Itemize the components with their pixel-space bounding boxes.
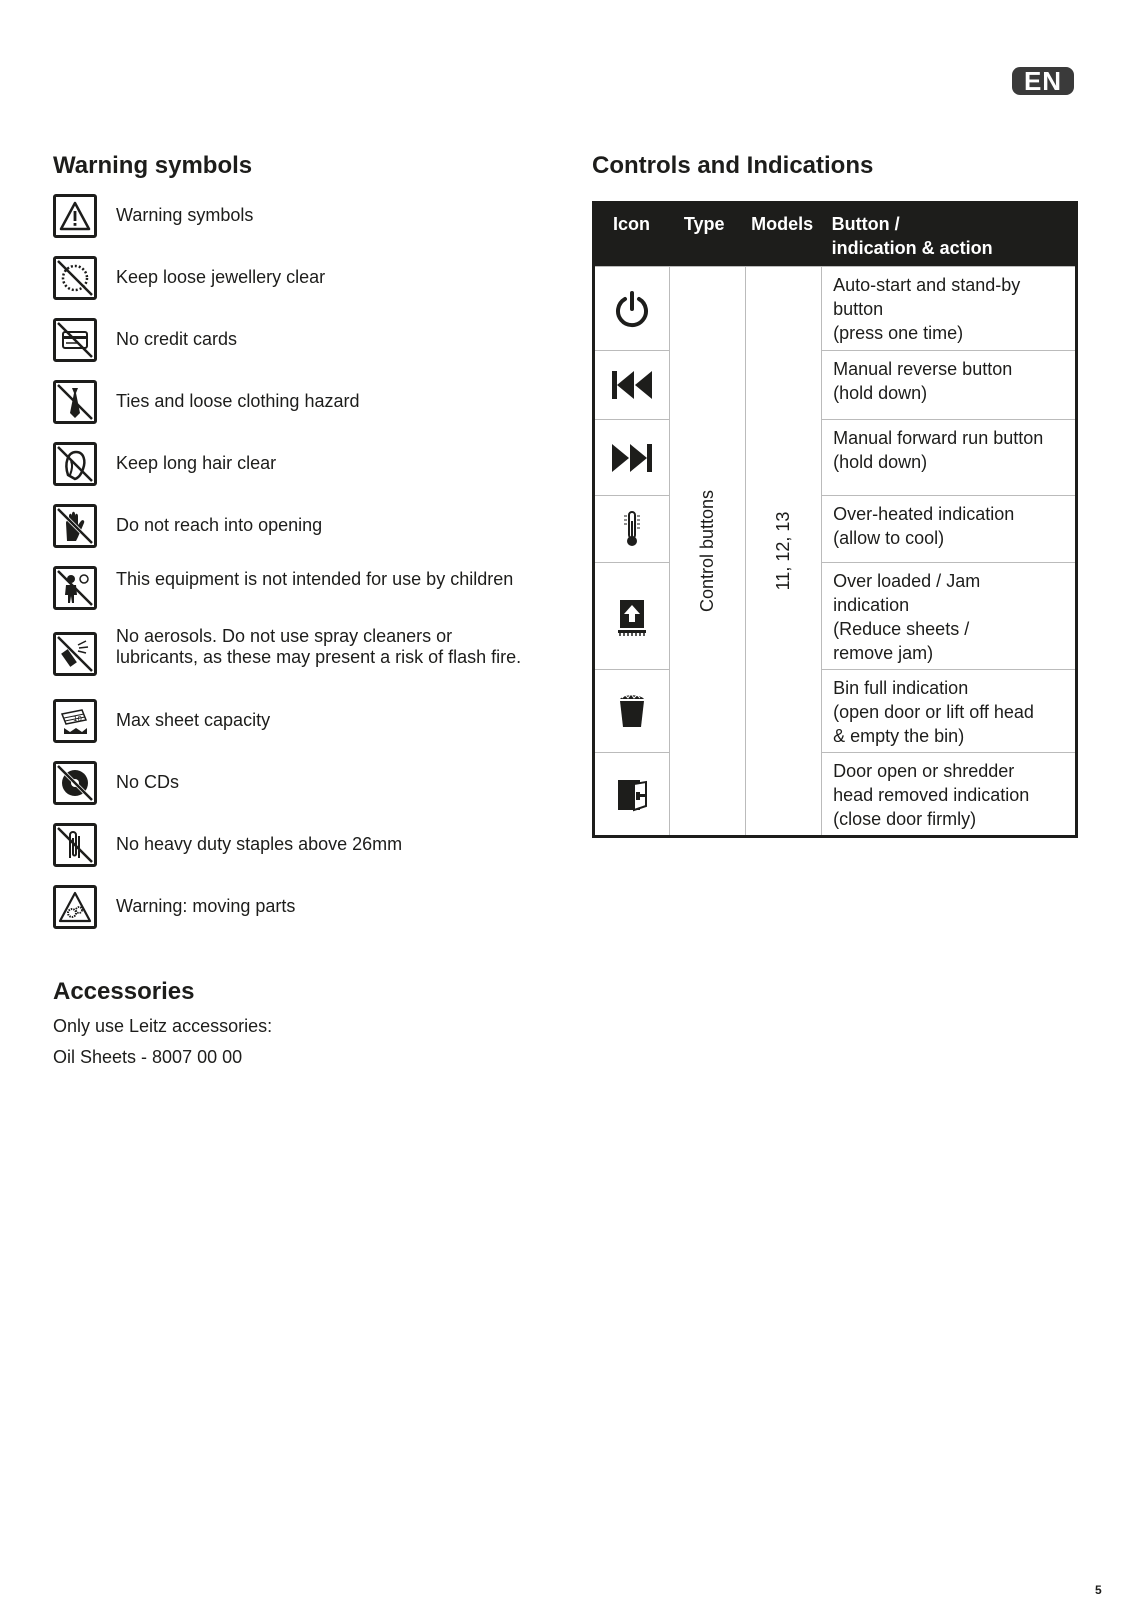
desc-line: indication — [833, 595, 910, 615]
table-row — [594, 420, 1077, 496]
controls-heading: Controls and Indications — [592, 152, 874, 179]
no-staples-icon — [53, 823, 97, 867]
desc-line: Manual forward run button — [833, 428, 1044, 448]
accessories-note: Only use Leitz accessories: — [53, 1016, 273, 1036]
row-description — [822, 351, 1077, 420]
warning-item-label: Warning: moving parts — [116, 896, 296, 916]
desc-line: Over loaded / Jam — [833, 571, 981, 591]
page-number: 5 — [1095, 1583, 1102, 1597]
table-row — [594, 267, 1077, 351]
desc-line: head removed indication — [833, 785, 1030, 805]
desc-line: Auto-start and stand-by — [833, 275, 1021, 295]
table-row — [594, 753, 1077, 837]
table-row — [594, 351, 1077, 420]
warning-item-label: Warning symbols — [116, 205, 254, 225]
warning-item-label: Max sheet capacity — [116, 710, 271, 730]
table-row — [594, 563, 1077, 670]
header-button-line1: Button / — [831, 214, 900, 234]
no-hand-icon — [53, 504, 97, 548]
warning-item-label: Keep loose jewellery clear — [116, 267, 326, 287]
desc-line: & empty the bin) — [833, 726, 965, 746]
door-open-icon — [594, 753, 670, 837]
desc-line: (Reduce sheets / — [833, 619, 970, 639]
table-row — [594, 670, 1077, 753]
controls-table-header — [594, 203, 1077, 267]
desc-line: (hold down) — [833, 383, 928, 403]
desc-line: button — [833, 299, 884, 319]
warning-item-label: No heavy duty staples above 26mm — [116, 834, 403, 854]
warning-item-label: Ties and loose clothing hazard — [116, 391, 360, 411]
row-description — [822, 670, 1077, 753]
row-description — [822, 267, 1077, 351]
row-description — [822, 753, 1077, 837]
warning-item-label: Keep long hair clear — [116, 453, 277, 473]
no-aerosols-icon — [53, 632, 97, 676]
no-ties-icon — [53, 380, 97, 424]
forward-icon — [594, 420, 670, 496]
warning-item-label: Do not reach into opening — [116, 515, 323, 535]
desc-line: (press one time) — [833, 323, 964, 343]
warning-item-label: No credit cards — [116, 329, 238, 349]
header-type: Type — [670, 203, 745, 267]
no-credit-cards-icon — [53, 318, 97, 362]
reverse-icon — [594, 351, 670, 420]
warning-item-label: This equipment is not intended for use by children — [116, 569, 514, 589]
header-button-line2: indication & action — [831, 238, 993, 258]
row-description — [822, 496, 1077, 563]
desc-line: Over-heated indication — [833, 504, 1015, 524]
type-cell — [670, 267, 745, 837]
models-value: 11, 12, 13 — [773, 511, 794, 591]
desc-line: (allow to cool) — [833, 528, 945, 548]
no-cd-icon — [53, 761, 97, 805]
power-icon — [594, 267, 670, 351]
controls-table — [592, 201, 1078, 838]
desc-line: remove jam) — [833, 643, 934, 663]
svg-text:10: 10 — [73, 715, 82, 723]
jam-icon — [594, 563, 670, 670]
row-description — [822, 420, 1077, 496]
desc-line: Door open or shredder — [833, 761, 1015, 781]
header-models: Models — [745, 203, 822, 267]
no-jewellery-icon — [53, 256, 97, 300]
row-description — [822, 563, 1077, 670]
desc-line: Manual reverse button — [833, 359, 1013, 379]
warning-triangle-icon — [53, 194, 97, 238]
table-row — [594, 496, 1077, 563]
header-icon: Icon — [594, 203, 670, 267]
desc-line: (close door firmly) — [833, 809, 977, 829]
accessories-heading: Accessories — [53, 978, 195, 1005]
long-hair-icon — [53, 442, 97, 486]
desc-line: (hold down) — [833, 452, 928, 472]
desc-line: (open door or lift off head — [833, 702, 1034, 722]
bin-full-icon — [594, 670, 670, 753]
accessories-item: Oil Sheets - 8007 00 00 — [53, 1047, 243, 1067]
language-badge: EN — [1012, 67, 1074, 95]
warning-item-label: No aerosols. Do not use spray cleaners or lubricants, as these may present a risk of flash fire. — [116, 626, 522, 667]
no-children-icon — [53, 566, 97, 610]
type-value: Control buttons — [697, 489, 718, 613]
moving-parts-icon — [53, 885, 97, 929]
header-button-action — [822, 203, 1077, 267]
max-sheet-capacity-icon — [53, 699, 97, 743]
desc-line: Bin full indication — [833, 678, 969, 698]
models-cell — [745, 267, 822, 837]
warning-item-label: No CDs — [116, 772, 180, 792]
thermometer-icon — [594, 496, 670, 563]
warning-symbols-heading: Warning symbols — [53, 152, 253, 179]
